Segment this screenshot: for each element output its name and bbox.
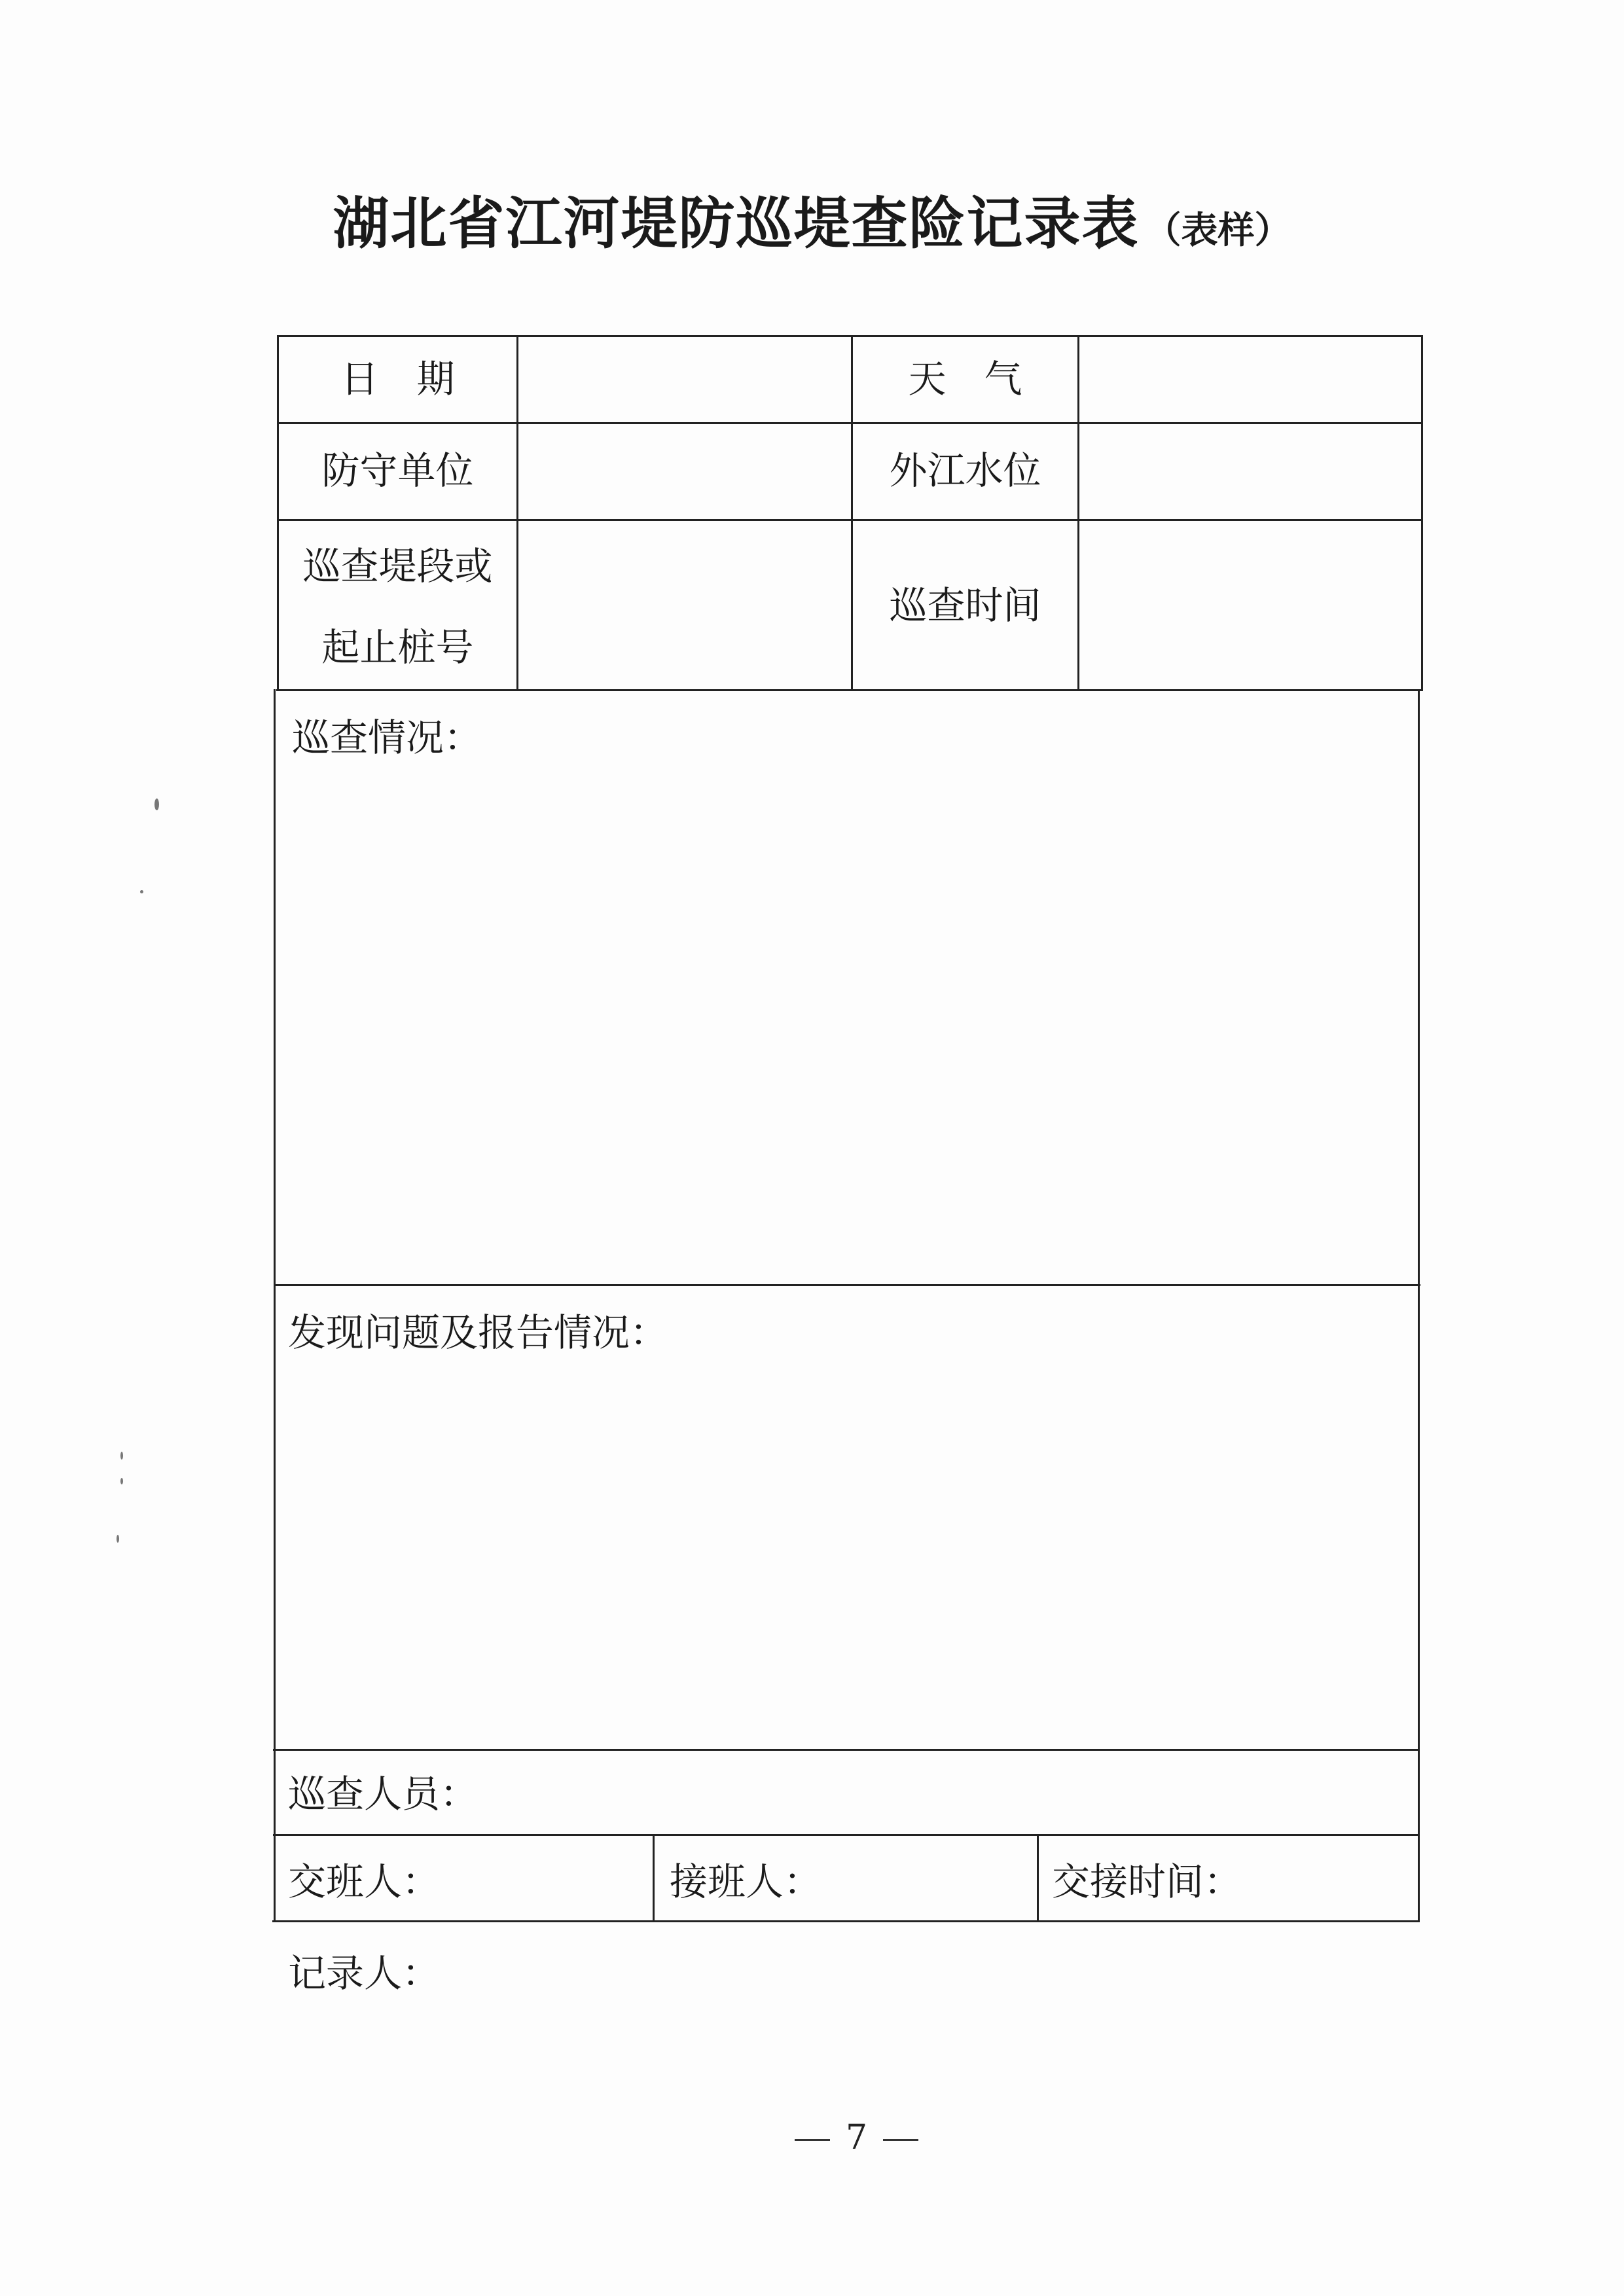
table-rule-row3: [276, 689, 1423, 691]
personnel-label: 巡查人员：: [288, 1772, 478, 1816]
handover-divider-2: [1037, 1834, 1039, 1922]
handover-label: 交班人：: [288, 1859, 441, 1904]
document-title: [0, 178, 1624, 259]
table-border-right: [1421, 335, 1423, 689]
table-border-right-lower: [1418, 689, 1420, 1922]
dash-right: [883, 2139, 918, 2141]
handover-divider-1: [653, 1834, 655, 1922]
dash-left: [795, 2139, 830, 2141]
table-border-top: [277, 335, 1423, 337]
scan-speck: [140, 890, 143, 893]
table-col-divider-3: [1077, 335, 1079, 689]
scan-speck: [154, 798, 159, 810]
scan-speck: [120, 1478, 123, 1484]
table-rule-row1: [277, 422, 1423, 424]
table-col-divider-1: [516, 335, 518, 689]
table-rule-problems: [273, 1749, 1419, 1751]
page-number: [779, 2118, 910, 2157]
title-text: 湖北省江河堤防巡堤查险记录表: [333, 190, 1140, 257]
water-level-label: 外江水位: [889, 448, 1041, 493]
page-number-value: 7: [846, 2118, 868, 2157]
table-rule-inspection: [274, 1284, 1420, 1286]
scan-speck: [117, 1535, 119, 1543]
table-rule-row2: [277, 519, 1423, 521]
section-label-line1: 巡查堤段或: [302, 544, 493, 588]
inspection-label: 巡查情况：: [292, 715, 482, 760]
scan-speck: [120, 1452, 123, 1460]
title-note: （表样）: [1144, 209, 1291, 252]
receiver-label: 接班人：: [670, 1859, 822, 1904]
table-border-left-lower: [274, 689, 276, 1922]
table-rule-personnel: [273, 1834, 1419, 1836]
handover-time-label: 交接时间：: [1052, 1859, 1242, 1904]
problems-label: 发现问题及报告情况：: [288, 1310, 668, 1355]
weather-label: 天 气: [908, 357, 1022, 401]
recorder-label: 记录人：: [288, 1951, 441, 1996]
defense-unit-label: 防守单位: [321, 448, 474, 493]
inspection-time-label: 巡查时间: [889, 583, 1041, 628]
section-label-line2: 起止桩号: [321, 625, 474, 670]
table-border-bottom: [272, 1920, 1418, 1922]
date-label: 日 期: [340, 357, 455, 401]
